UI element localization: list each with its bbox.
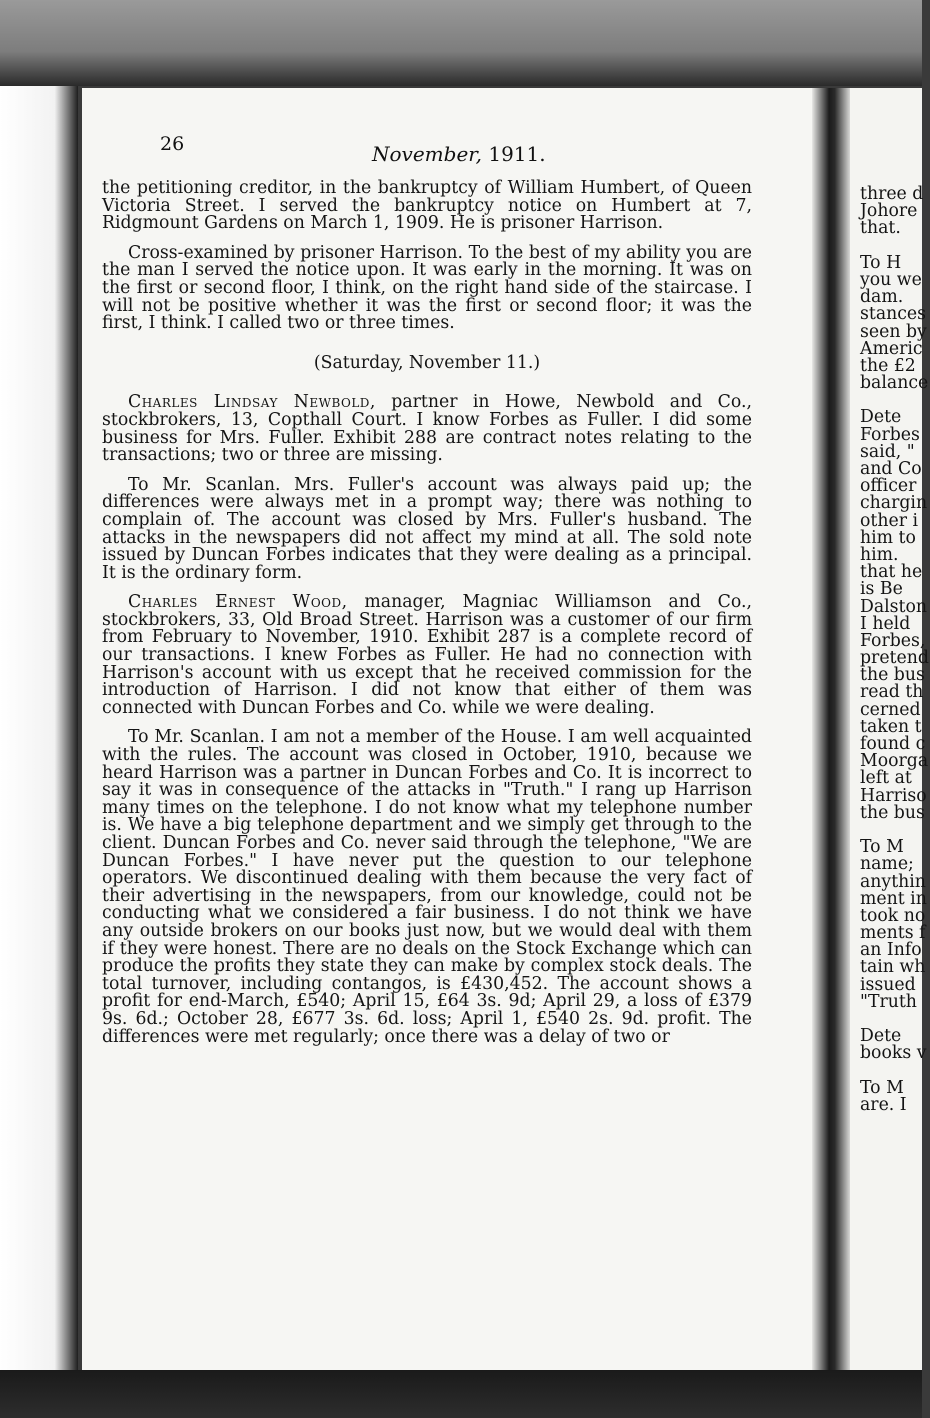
right-column-line: officer bbox=[860, 476, 917, 497]
scan-top-border bbox=[0, 0, 922, 86]
right-column-line: Forbes bbox=[860, 424, 920, 445]
scan-bottom-border bbox=[0, 1370, 922, 1418]
running-head-year: 1911. bbox=[488, 142, 546, 166]
right-column-line: stances bbox=[860, 304, 927, 325]
paragraph-2: Cross-examined by prisoner Harrison. To the best of my ability you are the man I served the notice upon. It was early in the morning. It was on the first or second floor, I think, on the right hand side of the staircase. I will not be positive whether it was the first or second floor; it was the first, I think. I called two or three times. bbox=[102, 242, 752, 334]
paragraph-5 bbox=[102, 594, 752, 717]
right-column-line: are. I bbox=[860, 1094, 907, 1115]
right-column-line: left at bbox=[860, 768, 912, 789]
left-column-text bbox=[102, 180, 752, 1058]
page-number: 26 bbox=[160, 133, 185, 155]
right-column-line: found c bbox=[860, 734, 926, 754]
right-column-line: cerned bbox=[860, 699, 921, 720]
right-column-line: To M bbox=[860, 1077, 904, 1098]
right-column-line: taken t bbox=[860, 716, 922, 737]
book-gutter bbox=[812, 88, 850, 1370]
right-column-line: "Truth bbox=[860, 991, 917, 1012]
right-column-line: ment in bbox=[860, 888, 927, 909]
right-column-line: issued bbox=[860, 974, 916, 995]
right-column-fragments bbox=[860, 186, 930, 1114]
right-column-line: Johore bbox=[860, 201, 918, 222]
date-heading: (Saturday, November 11.) bbox=[313, 352, 541, 373]
right-column-line: Americ bbox=[860, 338, 923, 359]
right-column-line: To H bbox=[860, 252, 902, 273]
right-column-line: that he bbox=[860, 562, 923, 583]
right-column-line: dam. bbox=[860, 287, 904, 308]
witness-name-wood: Charles Ernest Wood, bbox=[128, 592, 348, 613]
right-column-line: and Co bbox=[860, 459, 922, 479]
right-column-line: Dete bbox=[860, 407, 902, 428]
right-column-line: tain wh bbox=[860, 957, 926, 978]
right-column-line: balance bbox=[860, 373, 929, 394]
right-column-line: the bus bbox=[860, 802, 925, 823]
right-column-line: ments f bbox=[860, 923, 926, 944]
paragraph-5-text: manager, Magniac Williamson and Co., stockbrokers, 33, Old Broad Street. Harrison was a customer of our firm from February to November, 1910. Exhibit 287 is a complete record of our transactions. I knew Forbes as Fuller. He had no connection with Harrison's account with us except that he received commission for the introduction of Harrison. I did not know that either of them was connected with Duncan Forbes and Co. while we were dealing. bbox=[102, 592, 752, 718]
right-column-line: Dalston bbox=[860, 596, 928, 617]
right-column-line: took no bbox=[860, 905, 926, 926]
right-column-line: said, " bbox=[860, 441, 915, 462]
witness-name-newbold: Charles Lindsay Newbold, bbox=[128, 392, 376, 413]
right-column-line: anythin bbox=[860, 871, 926, 892]
running-head bbox=[372, 142, 546, 166]
right-column-line: books v bbox=[860, 1043, 927, 1064]
right-column-line: Forbes, bbox=[860, 630, 926, 651]
paragraph-6: To Mr. Scanlan. I am not a member of the House. I am well acquainted with the rules. The account was closed in October, 1910, because we heard Harrison was a partner in Duncan Forbes and Co. It is incorrect to say it was in consequence of the attacks in "Truth." I rang up Harrison many times on the telephone. I do not know what my telephone number is. We have a big telephone department and we simply get through to the client. Duncan Forbes and Co. never said through the telephone, "We are Duncan Forbes." I have never put the question to our telephone operators. We discontinued dealing with them because the very fact of their advertising in the newspapers, from our knowledge, could not be conducting what we considered a fair business. I do not think we have any outside brokers on our books just now, but we would deal with them if they were honest. There are no deals on the Stock Exchange which can produce the profits they state they can make by complex stock deals. The total turnover, including contangos, is £430,452. The account shows a profit for end-March, £540; April 15, £64 3s. 9d; April 29, a loss of £379 9s. 6d.; October 28, £677 3s. 6d. loss; April 1, £540 2s. 9d. profit. The differences were met regularly; once there was a delay of two or bbox=[102, 727, 752, 1047]
right-column-line: is Be bbox=[860, 579, 903, 600]
paragraph-1: the petitioning creditor, in the bankruptcy of William Humbert, of Queen Victoria Street. I served the bankruptcy notice on Humbert at 7, Ridgmount Gardens on March 1, 1909. He is prisoner Harrison. bbox=[102, 178, 752, 234]
right-column-line: chargin bbox=[860, 493, 928, 514]
right-column-line: three d bbox=[860, 184, 924, 204]
right-column-line: pretend bbox=[860, 648, 929, 669]
right-column-line: him. bbox=[860, 544, 899, 565]
right-column-line: you we bbox=[860, 269, 922, 290]
paragraph-3 bbox=[102, 394, 752, 464]
paragraph-3-text: partner in Howe, Newbold and Co., stockbrokers, 13, Copthall Court. I know Forbes as Fuller. I did some business for Mrs. Fuller. Exhibit 288 are contract notes relating to the transactions; two or three are missing. bbox=[102, 392, 752, 466]
right-column-line: read th bbox=[860, 682, 924, 703]
right-column-line: Moorga bbox=[860, 751, 929, 772]
right-column-line: other i bbox=[860, 510, 918, 531]
right-column-line: seen by bbox=[860, 321, 927, 342]
right-column-line: To M bbox=[860, 837, 904, 858]
running-head-month: November, bbox=[372, 142, 482, 166]
right-column-line: Harriso bbox=[860, 785, 927, 806]
right-column-line: name; bbox=[860, 854, 914, 875]
right-column-line: an Info bbox=[860, 940, 922, 961]
scan-left-margin bbox=[0, 86, 78, 1418]
paragraph-4: To Mr. Scanlan. Mrs. Fuller's account was always paid up; the differences were always met in a prompt way; there was nothing to complain of. The account was closed by Mrs. Fuller's husband. The attacks in the newspapers did not affect my mind at all. The sold note issued by Duncan Forbes indicates that they were dealing as a principal. It is the ordinary form. bbox=[102, 474, 752, 583]
right-column-line: the bus bbox=[860, 665, 925, 686]
right-column-line: him to bbox=[860, 527, 916, 548]
right-column-line: Dete bbox=[860, 1026, 902, 1047]
right-column-line: that. bbox=[860, 218, 901, 239]
right-column-line: I held bbox=[860, 613, 911, 634]
right-column-line: the £2 bbox=[860, 355, 916, 376]
